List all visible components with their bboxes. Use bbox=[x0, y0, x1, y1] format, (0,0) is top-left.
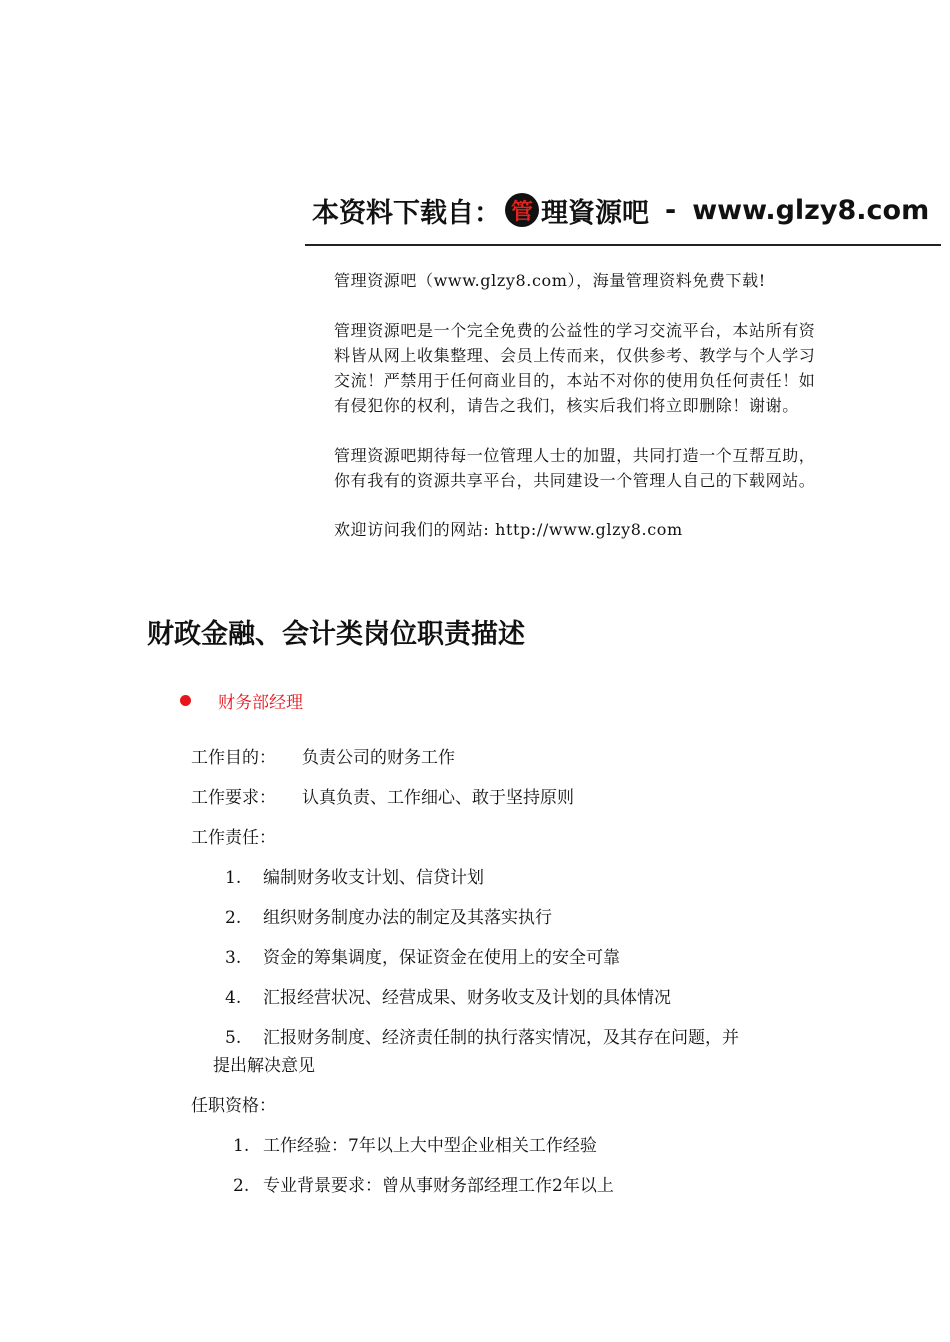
notice-line-1: 管理资源吧（www.glzy8.com），海量管理资料免费下载! bbox=[334, 271, 766, 290]
notice-para3-line-1: 管理资源吧期待每一位管理人士的加盟，共同打造一个互帮互助， bbox=[334, 446, 816, 465]
list-text: 组织财务制度办法的制定及其落实执行 bbox=[263, 908, 552, 928]
banner-dash: - bbox=[665, 194, 677, 226]
section-heading: 财务部经理 bbox=[218, 693, 303, 713]
requirement-label: 工作要求： bbox=[191, 788, 276, 808]
bullet-dot-icon bbox=[180, 695, 191, 706]
list-number: 4. bbox=[225, 988, 242, 1008]
qualification-label: 任职资格： bbox=[191, 1096, 276, 1116]
banner-divider bbox=[305, 244, 941, 246]
notice-para2-line-4: 有侵犯你的权利，请告之我们，核实后我们将立即删除！谢谢。 bbox=[334, 396, 799, 415]
responsibility-item bbox=[225, 906, 552, 930]
responsibility-item bbox=[225, 946, 620, 970]
qualification-item bbox=[233, 1174, 614, 1198]
list-number: 2. bbox=[225, 908, 242, 928]
list-number: 1. bbox=[233, 1136, 250, 1156]
responsibility-item bbox=[225, 1026, 739, 1050]
list-number: 5. bbox=[225, 1028, 242, 1048]
list-text: 专业背景要求：曾从事财务部经理工作2年以上 bbox=[263, 1176, 614, 1196]
banner-url[interactable]: www.glzy8.com bbox=[692, 194, 930, 226]
requirement-value: 认真负责、工作细心、敢于坚持原则 bbox=[302, 788, 574, 808]
notice-para2-line-2: 料皆从网上收集整理、会员上传而来，仅供参考、教学与个人学习 bbox=[334, 346, 816, 365]
responsibility-label: 工作责任： bbox=[191, 828, 276, 848]
responsibility-item bbox=[225, 866, 484, 890]
document-title: 财政金融、会计类岗位职责描述 bbox=[147, 619, 525, 650]
download-banner bbox=[312, 188, 929, 232]
notice-para2-line-3: 交流！严禁用于任何商业目的，本站不对你的使用负任何责任！如 bbox=[334, 371, 816, 390]
qualification-item bbox=[233, 1134, 597, 1158]
notice-visit-link[interactable]: 欢迎访问我们的网站: http://www.glzy8.com bbox=[334, 520, 683, 539]
list-text: 编制财务收支计划、信贷计划 bbox=[263, 868, 484, 888]
list-number: 1. bbox=[225, 868, 242, 888]
list-text: 汇报经营状况、经营成果、财务收支及计划的具体情况 bbox=[263, 988, 671, 1008]
banner-prefix: 本资料下载自： bbox=[312, 197, 501, 229]
list-number: 3. bbox=[225, 948, 242, 968]
purpose-value: 负责公司的财务工作 bbox=[302, 748, 455, 768]
responsibility-item-continuation: 提出解决意见 bbox=[213, 1056, 315, 1076]
list-text: 资金的筹集调度，保证资金在使用上的安全可靠 bbox=[263, 948, 620, 968]
list-number: 2. bbox=[233, 1176, 250, 1196]
banner-site-name: 理資源吧 bbox=[541, 197, 649, 229]
purpose-label: 工作目的： bbox=[191, 748, 276, 768]
notice-para2-line-1: 管理资源吧是一个完全免费的公益性的学习交流平台，本站所有资 bbox=[334, 321, 816, 340]
list-text: 工作经验：7年以上大中型企业相关工作经验 bbox=[263, 1136, 597, 1156]
site-logo-icon: 管 bbox=[505, 193, 539, 227]
notice-para3-line-2: 你有我有的资源共享平台，共同建设一个管理人自己的下载网站。 bbox=[334, 471, 816, 490]
list-text: 汇报财务制度、经济责任制的执行落实情况，及其存在问题，并 bbox=[263, 1028, 739, 1048]
responsibility-item bbox=[225, 986, 671, 1010]
